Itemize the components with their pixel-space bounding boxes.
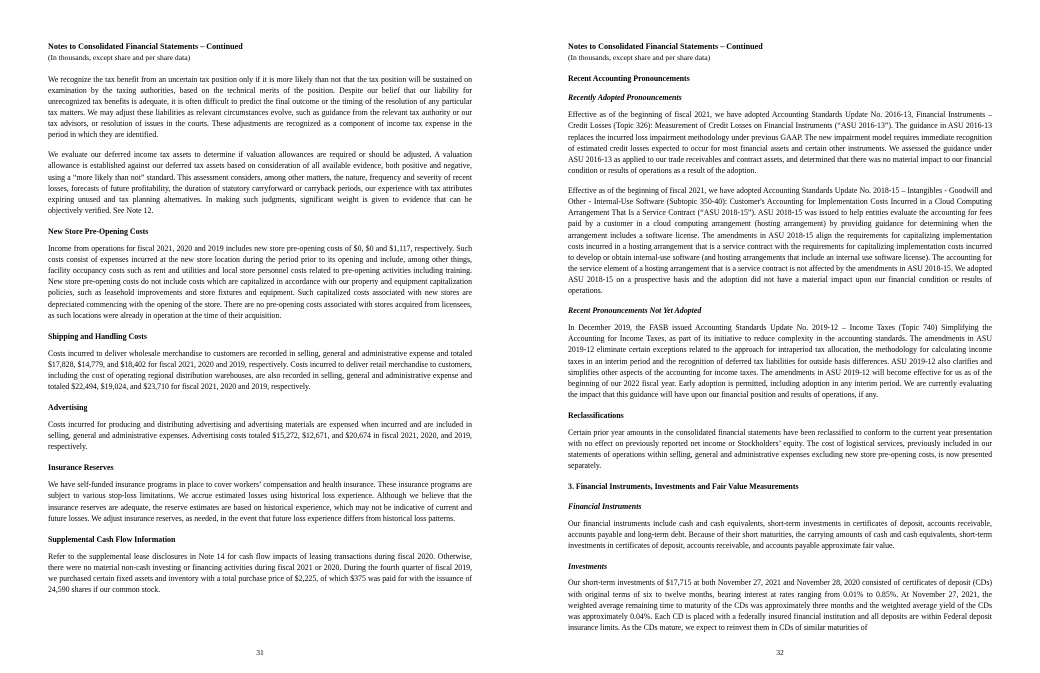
page-left-body bbox=[48, 42, 472, 640]
section-heading: Insurance Reserves bbox=[48, 463, 114, 473]
page-subtitle: (In thousands, except share and per share data) bbox=[568, 53, 711, 63]
page-subtitle: (In thousands, except share and per share data) bbox=[48, 53, 191, 63]
page-title: Notes to Consolidated Financial Statements – Continued bbox=[568, 42, 763, 51]
paragraph: Our financial instruments include cash and cash equivalents, short-term investments in certificates of deposit, accounts receivable, accounts payable and long-term debt. Because of their short maturities, the carrying amounts of cash and cash equivalents, short-term investments in certificates of deposit, accounts receivable, and accounts payable approximate fair value. bbox=[568, 519, 992, 551]
page-number: 31 bbox=[256, 648, 264, 657]
subsection-heading: Financial Instruments bbox=[568, 502, 642, 512]
subsection-heading: Investments bbox=[568, 561, 608, 571]
paragraph: Certain prior year amounts in the consolidated financial statements have been reclassified to conform to the current year presentation with no effect on previously reported net income or Stockholders’ equity. The cost of logistical services, previously included in our statements of operations within selling, general and administrative expenses excluding new store pre-opening costs, is now presented separately. bbox=[568, 427, 992, 471]
paragraph: Income from operations for fiscal 2021, 2020 and 2019 includes new store pre-opening costs of $0, $0 and $1,117, respectively. Such costs consist of expenses incurred at the new store location during the period prior to its opening and include, among other things, facility occupancy costs such as rent and utilities and local store personnel costs related to pre-opening activities including training. New store pre-opening costs do not include costs which are capitalized in accordance with our property and equipment capitalization policies, such as leasehold improvements and store fixtures and equipment. Such capitalized costs associated with new stores are depreciated commencing with the opening of the store. There are no pre-opening costs associated with stores acquired from licensees, as such locations were already in operation at the time of their acquisition. bbox=[48, 243, 472, 320]
section-heading: Shipping and Handling Costs bbox=[48, 331, 147, 341]
paragraph: We evaluate our deferred income tax assets to determine if valuation allowances are required or should be adjusted. A valuation allowance is established against our deferred tax assets based on consideration of all available evidence, both positive and negative, using a “more likely than not” standard. This assessment considers, among other matters, the nature, frequency and severity of recent losses, forecasts of future profitability, the duration of statutory carryforward or carryback periods, our experience with tax attributes expiring unused and tax planning alternatives. In making such judgments, significant weight is given to evidence that can be objectively verified. See Note 12. bbox=[48, 150, 472, 215]
section-heading: Reclassifications bbox=[568, 411, 624, 421]
paragraph: Effective as of the beginning of fiscal 2021, we have adopted Accounting Standards Update No. 2018-15 – Intangibles - Goodwill and Other - Internal-Use Software (Subtopic 350-40): Customer's Accounting for Implementation Costs Incurred in a Cloud Computing Arrangement That Is a Service Contract (“ASU 2018-15”). ASU 2018-15 was issued to help entities evaluate the accounting for fees paid by a customer in a cloud computing arrangement (hosting arrangement) by providing guidance for determining when the arrangement includes a software license. The amendments in ASU 2018-15 align the requirements for capitalizing implementation costs incurred in a hosting arrangement that is a service contract with the requirements for capitalizing implementation costs incurred to develop or obtain internal-use software (and hosting arrangements that include an internal use software license). The accounting for the service element of a hosting arrangement that is a service contract is not affected by the amendments in ASU 2018-15. We adopted ASU 2018-15 on a prospective basis and the adoption did not have a material impact upon our financial condition or results of operations. bbox=[568, 186, 992, 296]
section-heading: Advertising bbox=[48, 403, 88, 413]
page-right bbox=[520, 0, 1040, 673]
paragraph: Costs incurred to deliver wholesale merchandise to customers are recorded in selling, general and administrative expense and totaled $17,828, $14,779, and $18,402 for fiscal 2021, 2020 and 2019, respectively. Costs incurred to deliver retail merchandise to customers, including the cost of operating regional distribution warehouses, are also recorded in selling, general and administrative expense and totaled $22,494, $19,024, and $23,710 for fiscal 2021, 2020 and 2019, respectively. bbox=[48, 348, 472, 392]
paragraph: Refer to the supplemental lease disclosures in Note 14 for cash flow impacts of leasing transactions during fiscal 2020. Otherwise, there were no material non-cash investing or financing activities during fiscal 2021 or 2020. During the fourth quarter of fiscal 2019, we purchased certain fixed assets and inventory with a total purchase price of $2,225, of which $375 was paid for with the issuance of 24,590 shares if our common stock. bbox=[48, 551, 472, 595]
page-title: Notes to Consolidated Financial Statements – Continued bbox=[48, 42, 243, 51]
page-number: 32 bbox=[776, 648, 784, 657]
paragraph: Our short-term investments of $17,715 at both November 27, 2021 and November 28, 2020 consisted of certificates of deposit (CDs) with original terms of six to twelve months, bearing interest at rates ranging from 0.01% to 0.85%. At November 27, 2021, the weighted average remaining time to maturity of the CDs was approximately three months and the weighted average yield of the CDs was approximately 0.04%. Each CD is placed with a federally insured financial institution and all deposits are within Federal deposit insurance limits. As the CDs mature, we expect to reinvest them in CDs of similar maturities of bbox=[568, 578, 992, 632]
paragraph: We recognize the tax benefit from an uncertain tax position only if it is more likely than not that the tax position will be sustained on examination by the taxing authorities, based on the technical merits of the position. Despite our belief that our liability for unrecognized tax benefits is adequate, it is often difficult to predict the final outcome or the timing of the resolution of any particular tax matters. We may adjust these liabilities as relevant circumstances evolve, such as guidance from the relevant tax authority or our tax advisors, or resolution of issues in the courts. These adjustments are recognized as a component of income tax expense in the period in which they are identified. bbox=[48, 74, 472, 140]
section-heading: New Store Pre-Opening Costs bbox=[48, 227, 149, 237]
page-right-body bbox=[568, 42, 992, 640]
paragraph: Costs incurred for producing and distributing advertising and advertising materials are expensed when incurred and are included in selling, general and administrative expenses. Advertising costs totaled $15,272, $12,671, and $20,674 in fiscal 2021, 2020, and 2019, respectively. bbox=[48, 420, 472, 452]
section-heading: Supplemental Cash Flow Information bbox=[48, 534, 176, 544]
section-heading: Recent Accounting Pronouncements bbox=[568, 73, 690, 83]
section-heading: 3. Financial Instruments, Investments and Fair Value Measurements bbox=[568, 482, 799, 492]
paragraph: In December 2019, the FASB issued Accounting Standards Update No. 2019-12 – Income Taxes (Topic 740) Simplifying the Accounting for Income Taxes, as part of its initiative to reduce complexity in the accounting standards. The amendments in ASU 2019-12 eliminate certain exceptions related to the approach for intraperiod tax allocation, the methodology for calculating income taxes in an interim period and the recognition of deferred tax liabilities for outside basis differences. ASU 2019-12 also clarifies and simplifies other aspects of the accounting for income taxes. The amendments in ASU 2019-12 will become effective for us as of the beginning of our 2022 fiscal year. Early adoption is permitted, including adoption in any interim period. We are currently evaluating the impact that this guidance will have upon our financial position and results of operations, if any. bbox=[568, 323, 992, 399]
subsection-heading: Recent Pronouncements Not Yet Adopted bbox=[568, 306, 702, 316]
paragraph: We have self-funded insurance programs in place to cover workers’ compensation and health insurance. These insurance programs are subject to various stop-loss limitations. We accrue estimated losses using historical loss experience. Although we believe that the insurance reserves are adequate, the reserve estimates are based on historical experience, which may not be indicative of current and future losses. We adjust insurance reserves, as needed, in the event that future loss experience differs from historical loss patterns. bbox=[48, 480, 472, 523]
paragraph: Effective as of the beginning of fiscal 2021, we have adopted Accounting Standards Update No. 2016-13, Financial Instruments – Credit Losses (Topic 326): Measurement of Credit Losses on Financial Instruments (“ASU 2016-13”). The guidance in ASU 2016-13 replaces the incurred loss impairment methodology under previous GAAP. The new impairment model requires immediate recognition of estimated credit losses expected to occur for most financial assets and certain other instruments. We assessed the guidance under ASU 2016-13 as applied to our trade receivables and contract assets, and determined that there was no material impact to our financial condition or results of operations as a result of the adoption. bbox=[568, 110, 992, 175]
subsection-heading: Recently Adopted Pronouncements bbox=[568, 93, 682, 103]
